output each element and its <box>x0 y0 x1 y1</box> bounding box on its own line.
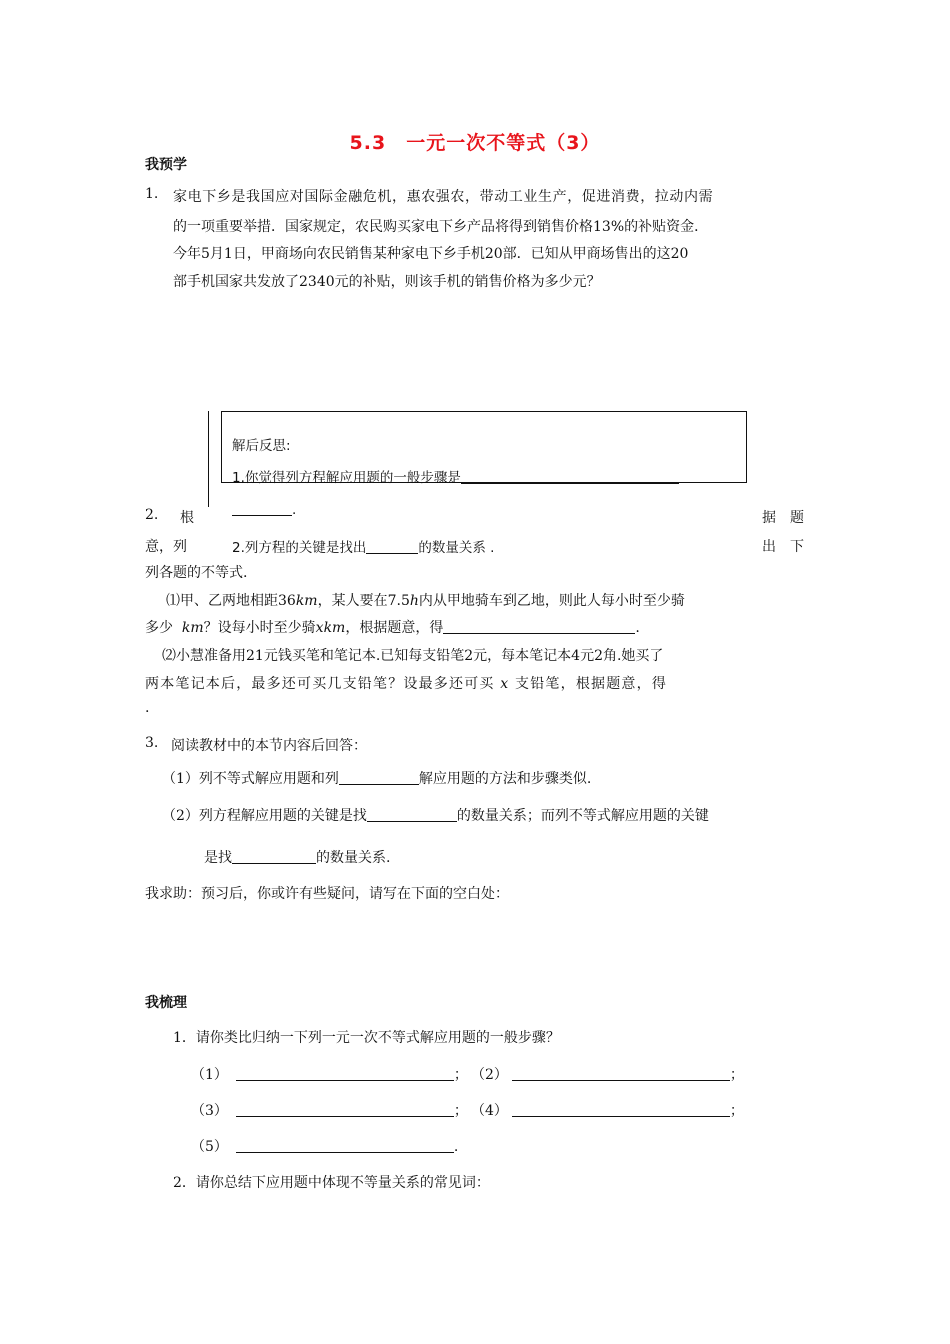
q3-answer-2-cont <box>204 847 390 867</box>
q2-word-5: 出 <box>762 539 776 555</box>
q2-p2-text-b: 两本笔记本后，最多还可买几支铅笔？设最多还可买 <box>145 676 495 692</box>
q2-p1-text-d: 多少 <box>145 620 173 636</box>
q3-a2-mid: 的数量关系；而列不等式解应用题的关键 <box>456 808 709 824</box>
blank-q3-2b[interactable] <box>232 848 316 864</box>
blank-step-5[interactable] <box>236 1137 454 1153</box>
page-title: 5.3 一元一次不等式（3） <box>349 132 601 154</box>
blank-general-steps[interactable] <box>461 468 679 484</box>
q3-answer-1 <box>162 768 591 788</box>
q2-p1-unit-1: km <box>295 593 318 609</box>
q3-answer-2 <box>162 805 709 825</box>
q3-stem: 阅读教材中的本节内容后回答： <box>171 738 367 754</box>
reflection-item-2 <box>232 536 494 556</box>
reflection-item-2-text: 2.列方程的关键是找出 <box>232 540 367 556</box>
q1-line-1: 家电下乡是我国应对国际金融危机，惠农强农，带动工业生产，促进消费，拉动内需 <box>173 189 714 205</box>
q2-p1-text-e: ？设每小时至少骑 <box>203 620 316 636</box>
reflection-item-1-text: 1.你觉得列方程解应用题的一般步骤是 <box>232 470 461 486</box>
step-row-5 <box>191 1136 458 1156</box>
section-heading-preview: 我预学 <box>145 157 187 173</box>
q1-line-2: 的一项重要举措．国家规定，农民购买家电下乡产品将得到销售价格13%的补贴资金． <box>173 219 709 235</box>
q3-a2-post: 的数量关系. <box>316 850 391 866</box>
step-1-label: （1） <box>191 1067 228 1083</box>
blank-step-4[interactable] <box>512 1101 730 1117</box>
step-row-2 <box>471 1064 744 1084</box>
q2-part-2-end: . <box>145 700 150 716</box>
step-row-4 <box>471 1100 744 1120</box>
blank-q3-1[interactable] <box>339 769 419 785</box>
blank-key-relation[interactable] <box>366 538 418 554</box>
reflection-title: 解后反思: <box>232 438 291 454</box>
reflection-item-1-continued <box>232 500 296 518</box>
q1-number: 1. <box>145 186 159 202</box>
step-2-sep: ； <box>729 1067 744 1083</box>
q2-word-1: 根 <box>180 510 194 526</box>
q2-part-2-line-1: ⑵小慧准备用21元钱买笔和笔记本.已知每支铅笔2元，每本笔记本4元2角.她买了 <box>162 648 664 664</box>
organize-q1: 1．请你类比归纳一下列一元一次不等式解应用题的一般步骤？ <box>173 1030 560 1046</box>
q2-p2-text-c: 支铅笔，根据题意，得 <box>515 676 668 692</box>
step-3-label: （3） <box>191 1103 228 1119</box>
q2-p1-text-c: 内从甲地骑车到乙地，则此人每小时至少骑 <box>418 593 685 609</box>
q2-p1-var: x <box>315 620 324 636</box>
step-5-label: （5） <box>191 1139 228 1155</box>
q1-line-3: 今年5月1日，甲商场向农民销售某种家电下乡手机20部．已知从甲商场售出的这20 <box>173 246 689 262</box>
blank-q3-2a[interactable] <box>367 806 457 822</box>
help-prompt: 我求助：预习后，你或许有些疑问，请写在下面的空白处： <box>145 886 509 902</box>
blank-step-2[interactable] <box>512 1065 730 1081</box>
step-row-3 <box>191 1100 468 1120</box>
organize-q2: 2．请你总结下应用题中体现不等量关系的常见词： <box>173 1175 490 1191</box>
q2-p1-text-b: ，某人要在7.5 <box>317 593 410 609</box>
q2-p1-unit-3: km <box>181 620 204 636</box>
section-heading-organize: 我梳理 <box>145 995 187 1011</box>
blank-q2-part-1[interactable] <box>443 618 635 634</box>
q2-word-6: 下 <box>790 539 804 555</box>
step-3-sep: ； <box>453 1103 468 1119</box>
blank-step-3[interactable] <box>236 1101 454 1117</box>
blank-general-steps-cont[interactable] <box>232 500 292 516</box>
reflection-item-2-tail: 的数量关系 . <box>418 540 495 556</box>
q2-p1-text-a: ⑴甲、乙两地相距36 <box>166 593 296 609</box>
q2-word-3: 题 <box>790 510 804 526</box>
q2-word-4: 意，列 <box>145 539 187 555</box>
reflection-margin-bar <box>208 411 209 507</box>
step-4-label: （4） <box>471 1103 508 1119</box>
step-row-1 <box>191 1064 468 1084</box>
q2-continued: 列各题的不等式. <box>145 565 248 581</box>
q1-line-4: 部手机国家共发放了2340元的补贴，则该手机的销售价格为多少元？ <box>173 274 601 290</box>
blank-step-1[interactable] <box>236 1065 454 1081</box>
q3-a1-pre: （1）列不等式解应用题和列 <box>162 771 339 787</box>
step-5-end: . <box>453 1139 459 1155</box>
reflection-item-1-end: . <box>292 502 297 518</box>
q2-part-1-line-1 <box>166 590 685 610</box>
reflection-item-1 <box>232 466 679 486</box>
q2-p2-var: x <box>500 676 510 692</box>
q2-p1-unit-2: h <box>409 593 419 609</box>
q3-a2-pre2: 是找 <box>204 850 232 866</box>
q2-part-2-line-2 <box>145 673 667 693</box>
q2-p1-text-f: ，根据题意，得 <box>345 620 444 636</box>
q2-number: 2. <box>145 507 159 523</box>
q2-p1-end: . <box>635 620 640 636</box>
q3-a2-pre: （2）列方程解应用题的关键是找 <box>162 808 367 824</box>
q2-part-1-line-2 <box>145 617 640 637</box>
q3-number: 3. <box>145 735 159 751</box>
q2-p1-unit-4: km <box>323 620 346 636</box>
q3-a1-post: 解应用题的方法和步骤类似. <box>418 771 592 787</box>
q2-word-2: 据 <box>762 510 776 526</box>
step-1-sep: ； <box>453 1067 468 1083</box>
step-2-label: （2） <box>471 1067 508 1083</box>
step-4-sep: ； <box>729 1103 744 1119</box>
